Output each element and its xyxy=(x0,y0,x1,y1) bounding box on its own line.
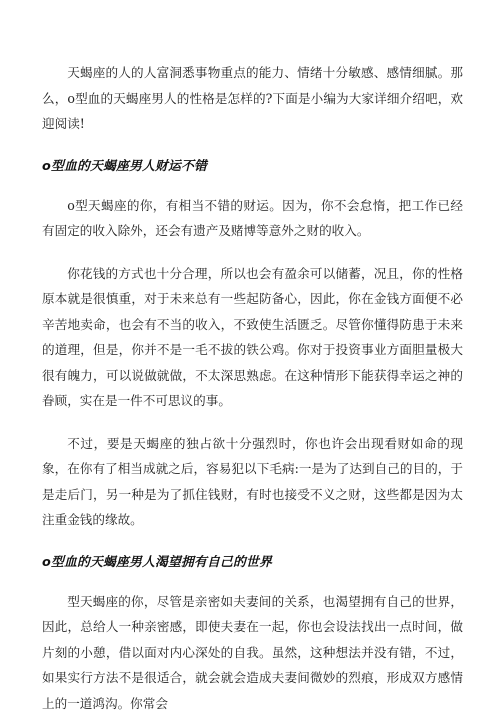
section-1-heading: o型血的天蝎座男人财运不错 xyxy=(42,154,463,179)
spacer xyxy=(42,179,463,193)
spacer xyxy=(42,533,463,550)
section-1-paragraph-2: 你花钱的方式也十分合理，所以也会有盈余可以储蓄，况且，你的性格原本就是很慎重，对于未来总有一些起防备心，因此，你在金钱方面便不必辛苦地卖命，也会有不当的收入，不致使生活匮乏。尽管你懂得防患于未来的道理，但是，你并不是一毛不拔的铁公鸡。你对于投资事业方面胆量极大很有魄力，可以说做就做，不太深思熟虑。在这种情形下能获得幸运之神的眷顾，实在是一件不可思议的事。 xyxy=(42,261,463,414)
spacer xyxy=(42,575,463,589)
spacer xyxy=(42,414,463,431)
spacer xyxy=(42,244,463,261)
section-1-paragraph-1: o型天蝎座的你，有相当不错的财运。因为，你不会怠惰，把工作已经有固定的收入除外，还会有遗产及赌博等意外之财的收入。 xyxy=(42,193,463,244)
spacer xyxy=(42,137,463,154)
document-page xyxy=(42,60,463,716)
section-2-paragraph-1: 型天蝎座的你，尽管是亲密如夫妻间的关系，也渴望拥有自己的世界，因此，总给人一种亲密感，即使夫妻在一起，你也会设法找出一点时间，做片刻的小憩，借以面对内心深处的自我。虽然，这种想法并没有错，不过，如果实行方法不是很适合，就会就会造成夫妻间微妙的烈痕，形成双方感情上的一道鸿沟。你常会 xyxy=(42,589,463,716)
section-1-paragraph-3: 不过，要是天蝎座的独占欲十分强烈时，你也许会出现看财如命的现象，在你有了相当成就之后，容易犯以下毛病:一是为了达到自己的目的，于是走后门，另一种是为了抓住钱财，有时也接受不义之财，这些都是因为太注重金钱的缘故。 xyxy=(42,431,463,533)
intro-paragraph: 天蝎座的人的人富洞悉事物重点的能力、情绪十分敏感、感情细腻。那么，o型血的天蝎座男人的性格是怎样的?下面是小编为大家详细介绍吧，欢迎阅读! xyxy=(42,60,463,137)
section-2-heading: o型血的天蝎座男人渴望拥有自己的世界 xyxy=(42,550,463,575)
